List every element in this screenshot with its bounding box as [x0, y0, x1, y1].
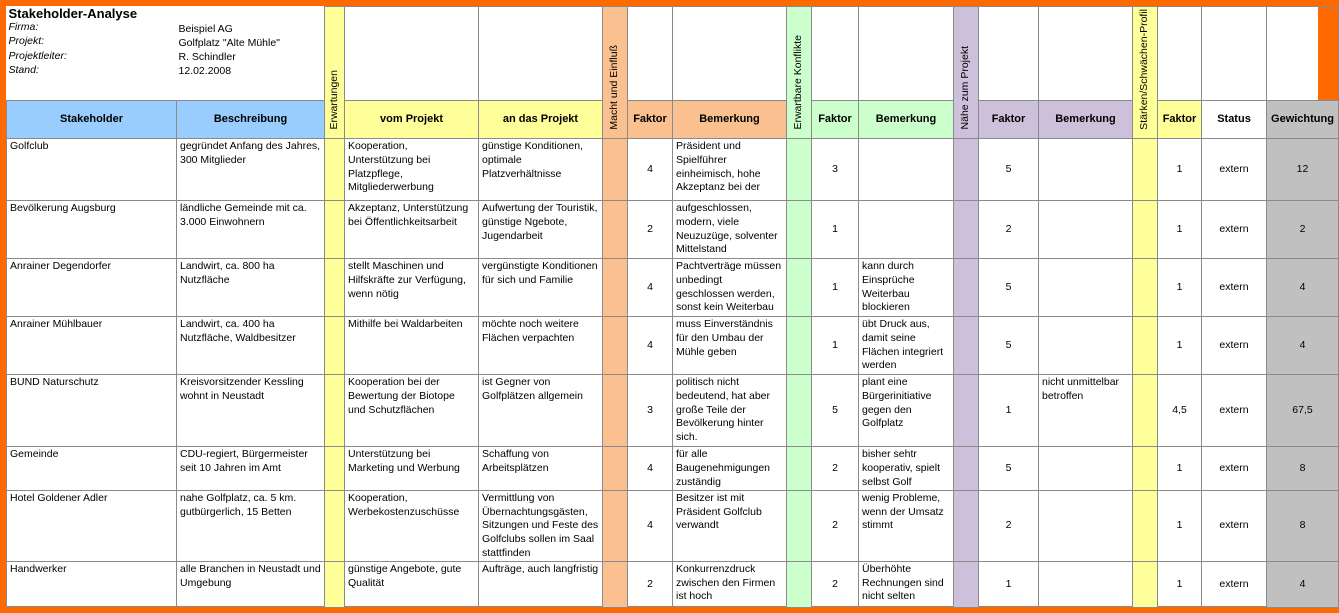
cell-status: extern	[1202, 259, 1267, 317]
cell-bemerkung-naehe	[1039, 201, 1133, 259]
col-an-das-projekt: an das Projekt	[479, 100, 603, 138]
info-values-cell	[177, 7, 325, 101]
cell-vom-projekt: Mithilfe bei Waldarbeiten	[345, 317, 479, 375]
cell-naehe-spacer	[954, 447, 979, 491]
col-faktor-naehe: Faktor	[979, 100, 1039, 138]
cell-macht-spacer	[603, 139, 628, 201]
cell-bemerkung-macht: muss Einverständnis für den Umbau der Mühle geben	[673, 317, 787, 375]
info-label-firma: Firma:	[8, 21, 39, 34]
table-row	[7, 562, 1339, 608]
cell-bemerkung-konflikte: plant eine Bürgerinitiative gegen den Golfplatz	[859, 375, 954, 447]
cell-konflikte-spacer	[787, 375, 812, 447]
cell-faktor-profil: 1	[1158, 201, 1202, 259]
cell-profil-spacer	[1133, 201, 1158, 259]
cell-profil-spacer	[1133, 139, 1158, 201]
col-status: Status	[1202, 100, 1267, 138]
info-values	[177, 22, 325, 79]
cell-macht-spacer	[603, 447, 628, 491]
cell-gewichtung: 4	[1267, 259, 1339, 317]
cell-faktor-profil: 1	[1158, 139, 1202, 201]
info-value-stand: 12.02.2008	[178, 65, 232, 78]
header-erwartungen: Erwartungen	[325, 7, 345, 139]
cell-naehe-spacer	[954, 201, 979, 259]
cell-faktor-profil: 1	[1158, 259, 1202, 317]
col-bemerkung-konflikte: Bemerkung	[859, 100, 954, 138]
cell-faktor-naehe: 1	[979, 562, 1039, 608]
cell-faktor-profil: 4,5	[1158, 375, 1202, 447]
cell-faktor-konflikte: 2	[812, 447, 859, 491]
cell-profil-spacer	[1133, 375, 1158, 447]
col-faktor-konflikte: Faktor	[812, 100, 859, 138]
cell-faktor-naehe: 5	[979, 139, 1039, 201]
info-label-stand: Stand:	[8, 63, 39, 76]
cell-an-das-projekt: möchte noch weitere Flächen verpachten	[479, 317, 603, 375]
spreadsheet	[6, 5, 1334, 606]
cell-beschreibung: CDU-regiert, Bürgermeister seit 10 Jahren im Amt	[177, 447, 325, 491]
cell-erwartungen-spacer	[325, 259, 345, 317]
cell-macht-spacer	[603, 259, 628, 317]
info-label-projektleiter: Projektleiter:	[8, 49, 67, 62]
cell-bemerkung-konflikte: wenig Probleme, wenn der Umsatz stimmt	[859, 491, 954, 562]
cell-faktor-macht: 4	[628, 447, 673, 491]
cell-faktor-macht: 4	[628, 491, 673, 562]
cell-faktor-macht: 4	[628, 259, 673, 317]
cell-an-das-projekt: Schaffung von Arbeitsplätzen	[479, 447, 603, 491]
cell-faktor-konflikte: 2	[812, 562, 859, 608]
table-row	[7, 259, 1339, 317]
header-naehe: Nähe zum Projekt	[954, 7, 979, 139]
cell-an-das-projekt: Vermittlung von Übernachtungsgästen, Sitzungen und Feste des Golfclubs sollen im Saal stattfinden	[479, 491, 603, 562]
cell-konflikte-spacer	[787, 447, 812, 491]
cell-gewichtung: 2	[1267, 201, 1339, 259]
cell-bemerkung-macht: aufgeschlossen, modern, viele Neuzuzüge, solventer Mittelstand	[673, 201, 787, 259]
sheet-title: Stakeholder-Analyse	[8, 5, 138, 21]
cell-macht-spacer	[603, 562, 628, 608]
cell-gewichtung: 8	[1267, 491, 1339, 562]
cell-beschreibung: ländliche Gemeinde mit ca. 3.000 Einwohnern	[177, 201, 325, 259]
cell-vom-projekt: Kooperation, Werbekostenzuschüsse	[345, 491, 479, 562]
cell-bemerkung-macht: für alle Baugenehmigungen zuständig	[673, 447, 787, 491]
cell-an-das-projekt: günstige Konditionen, optimale Platzverhältnisse	[479, 139, 603, 201]
cell-konflikte-spacer	[787, 491, 812, 562]
cell-profil-spacer	[1133, 317, 1158, 375]
cell-naehe-spacer	[954, 139, 979, 201]
cell-erwartungen-spacer	[325, 317, 345, 375]
cell-vom-projekt: Akzeptanz, Unterstützung bei Öffentlichkeitsarbeit	[345, 201, 479, 259]
cell-gewichtung: 4	[1267, 317, 1339, 375]
cell-an-das-projekt: ist Gegner von Golfplätzen allgemein	[479, 375, 603, 447]
cell-bemerkung-konflikte: Überhöhte Rechnungen sind nicht selten	[859, 562, 954, 608]
cell-stakeholder: Gemeinde	[7, 447, 177, 491]
cell-an-das-projekt: vergünstigte Konditionen für sich und Familie	[479, 259, 603, 317]
cell-faktor-profil: 1	[1158, 562, 1202, 608]
cell-bemerkung-naehe	[1039, 317, 1133, 375]
cell-faktor-konflikte: 1	[812, 201, 859, 259]
cell-beschreibung: Landwirt, ca. 400 ha Nutzfläche, Waldbesitzer	[177, 317, 325, 375]
cell-vom-projekt: günstige Angebote, gute Qualität	[345, 562, 479, 608]
header-macht: Macht und Einfluß	[603, 7, 628, 139]
title-cell	[7, 7, 177, 101]
header-profil: Stärken/Schwächen-Profil	[1133, 7, 1158, 139]
info-value-firma: Beispiel AG	[178, 22, 233, 35]
cell-naehe-spacer	[954, 562, 979, 608]
cell-faktor-macht: 2	[628, 201, 673, 259]
cell-bemerkung-naehe	[1039, 447, 1133, 491]
cell-macht-spacer	[603, 375, 628, 447]
cell-gewichtung: 8	[1267, 447, 1339, 491]
col-stakeholder: Stakeholder	[7, 100, 177, 138]
table-row	[7, 375, 1339, 447]
cell-bemerkung-naehe	[1039, 491, 1133, 562]
cell-faktor-profil: 1	[1158, 447, 1202, 491]
cell-beschreibung: gegründet Anfang des Jahres, 300 Mitglieder	[177, 139, 325, 201]
cell-konflikte-spacer	[787, 201, 812, 259]
cell-erwartungen-spacer	[325, 491, 345, 562]
cell-naehe-spacer	[954, 317, 979, 375]
cell-status: extern	[1202, 317, 1267, 375]
cell-status: extern	[1202, 491, 1267, 562]
cell-bemerkung-naehe	[1039, 259, 1133, 317]
cell-profil-spacer	[1133, 562, 1158, 608]
sheet-header-row	[7, 7, 1339, 101]
col-gewichtung: Gewichtung	[1267, 100, 1339, 138]
cell-gewichtung: 4	[1267, 562, 1339, 608]
cell-beschreibung: Kreisvorsitzender Kessling wohnt in Neustadt	[177, 375, 325, 447]
cell-konflikte-spacer	[787, 562, 812, 608]
cell-beschreibung: nahe Golfplatz, ca. 5 km. gutbürgerlich, 15 Betten	[177, 491, 325, 562]
cell-macht-spacer	[603, 317, 628, 375]
cell-stakeholder: Hotel Goldener Adler	[7, 491, 177, 562]
cell-bemerkung-konflikte	[859, 201, 954, 259]
cell-bemerkung-konflikte	[859, 139, 954, 201]
cell-stakeholder: Bevölkerung Augsburg	[7, 201, 177, 259]
cell-konflikte-spacer	[787, 139, 812, 201]
info-labels	[7, 20, 177, 77]
cell-bemerkung-macht: Pachtverträge müssen unbedingt geschlossen werden, sonst kein Weiterbau	[673, 259, 787, 317]
cell-vom-projekt: Kooperation bei der Bewertung der Biotope und Schutzflächen	[345, 375, 479, 447]
cell-stakeholder: Golfclub	[7, 139, 177, 201]
cell-beschreibung: alle Branchen in Neustadt und Umgebung	[177, 562, 325, 608]
cell-status: extern	[1202, 447, 1267, 491]
col-faktor-macht: Faktor	[628, 100, 673, 138]
cell-vom-projekt: stellt Maschinen und Hilfskräfte zur Verfügung, wenn nötig	[345, 259, 479, 317]
cell-faktor-naehe: 2	[979, 201, 1039, 259]
table-row	[7, 491, 1339, 562]
info-value-projektleiter: R. Schindler	[178, 50, 236, 63]
cell-faktor-profil: 1	[1158, 491, 1202, 562]
cell-bemerkung-konflikte: bisher sehtr kooperativ, spielt selbst Golf	[859, 447, 954, 491]
header-konflikte: Erwartbare Konflikte	[787, 7, 812, 139]
cell-macht-spacer	[603, 491, 628, 562]
cell-stakeholder: BUND Naturschutz	[7, 375, 177, 447]
cell-profil-spacer	[1133, 259, 1158, 317]
cell-gewichtung: 12	[1267, 139, 1339, 201]
cell-status: extern	[1202, 201, 1267, 259]
cell-profil-spacer	[1133, 447, 1158, 491]
cell-faktor-naehe: 1	[979, 375, 1039, 447]
cell-an-das-projekt: Aufträge, auch langfristig	[479, 562, 603, 608]
table-row	[7, 201, 1339, 259]
cell-bemerkung-macht: politisch nicht bedeutend, hat aber große Teile der Bevölkerung hinter sich.	[673, 375, 787, 447]
cell-vom-projekt: Unterstützung bei Marketing und Werbung	[345, 447, 479, 491]
cell-erwartungen-spacer	[325, 447, 345, 491]
cell-bemerkung-macht: Präsident und Spielführer einheimisch, hohe Akzeptanz bei der	[673, 139, 787, 201]
cell-faktor-konflikte: 1	[812, 317, 859, 375]
cell-konflikte-spacer	[787, 259, 812, 317]
cell-faktor-konflikte: 2	[812, 491, 859, 562]
cell-stakeholder: Handwerker	[7, 562, 177, 608]
cell-stakeholder: Anrainer Degendorfer	[7, 259, 177, 317]
cell-naehe-spacer	[954, 491, 979, 562]
cell-status: extern	[1202, 375, 1267, 447]
cell-erwartungen-spacer	[325, 375, 345, 447]
cell-bemerkung-naehe: nicht unmittelbar betroffen	[1039, 375, 1133, 447]
cell-faktor-profil: 1	[1158, 317, 1202, 375]
cell-bemerkung-konflikte: kann durch Einsprüche Weiterbau blockieren	[859, 259, 954, 317]
table-row	[7, 447, 1339, 491]
table-row	[7, 317, 1339, 375]
cell-bemerkung-naehe	[1039, 139, 1133, 201]
col-faktor-profil: Faktor	[1158, 100, 1202, 138]
info-label-projekt: Projekt:	[8, 35, 45, 48]
col-beschreibung: Beschreibung	[177, 100, 325, 138]
col-bemerkung-naehe: Bemerkung	[1039, 100, 1133, 138]
cell-status: extern	[1202, 139, 1267, 201]
cell-faktor-konflikte: 1	[812, 259, 859, 317]
cell-faktor-macht: 2	[628, 562, 673, 608]
cell-bemerkung-macht: Konkurrenzdruck zwischen den Firmen ist hoch	[673, 562, 787, 608]
cell-erwartungen-spacer	[325, 562, 345, 608]
cell-gewichtung: 67,5	[1267, 375, 1339, 447]
cell-naehe-spacer	[954, 259, 979, 317]
cell-status: extern	[1202, 562, 1267, 608]
info-value-projekt: Golfplatz "Alte Mühle"	[178, 36, 280, 49]
cell-faktor-macht: 4	[628, 317, 673, 375]
cell-profil-spacer	[1133, 491, 1158, 562]
cell-bemerkung-konflikte: übt Druck aus, damit seine Flächen integriert werden	[859, 317, 954, 375]
cell-naehe-spacer	[954, 375, 979, 447]
col-bemerkung-macht: Bemerkung	[673, 100, 787, 138]
cell-bemerkung-macht: Besitzer ist mit Präsident Golfclub verwandt	[673, 491, 787, 562]
cell-stakeholder: Anrainer Mühlbauer	[7, 317, 177, 375]
cell-erwartungen-spacer	[325, 139, 345, 201]
stakeholder-table	[6, 6, 1339, 608]
cell-macht-spacer	[603, 201, 628, 259]
table-row	[7, 139, 1339, 201]
cell-faktor-macht: 3	[628, 375, 673, 447]
cell-an-das-projekt: Aufwertung der Touristik, günstige Ngebote, Jugendarbeit	[479, 201, 603, 259]
cell-faktor-konflikte: 5	[812, 375, 859, 447]
cell-faktor-naehe: 5	[979, 317, 1039, 375]
col-vom-projekt: vom Projekt	[345, 100, 479, 138]
cell-faktor-macht: 4	[628, 139, 673, 201]
cell-erwartungen-spacer	[325, 201, 345, 259]
cell-faktor-naehe: 2	[979, 491, 1039, 562]
cell-vom-projekt: Kooperation, Unterstützung bei Platzpflege, Mitgliederwerbung	[345, 139, 479, 201]
cell-bemerkung-naehe	[1039, 562, 1133, 608]
cell-konflikte-spacer	[787, 317, 812, 375]
cell-beschreibung: Landwirt, ca. 800 ha Nutzfläche	[177, 259, 325, 317]
cell-faktor-naehe: 5	[979, 259, 1039, 317]
cell-faktor-konflikte: 3	[812, 139, 859, 201]
cell-faktor-naehe: 5	[979, 447, 1039, 491]
